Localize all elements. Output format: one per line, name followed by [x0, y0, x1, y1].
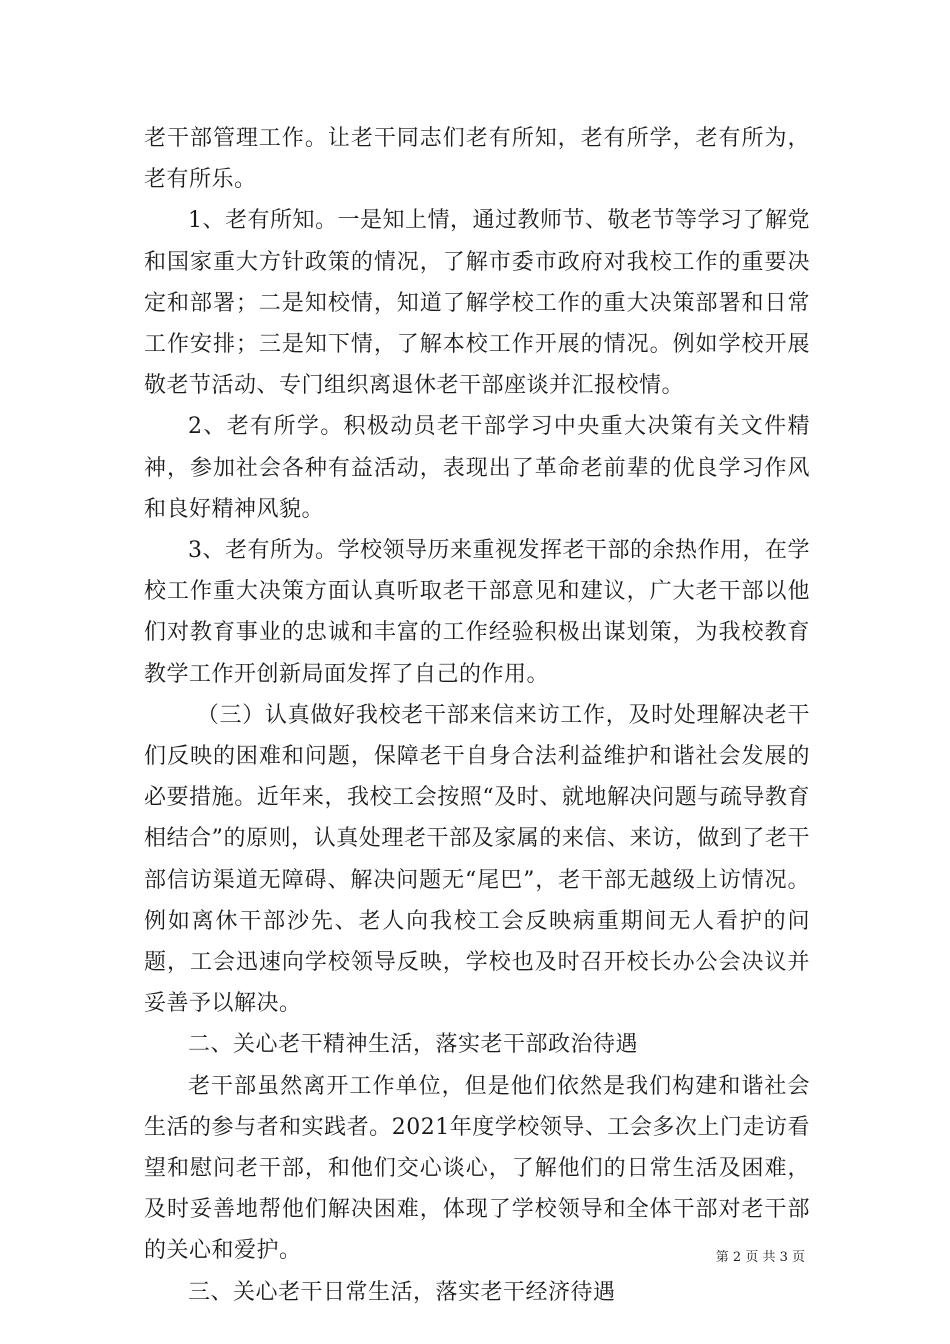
heading-section-three: 三、关心老干日常生活，落实老干经济待遇 — [188, 1279, 616, 1305]
paragraph-section-3: （三）认真做好我校老干部来信来访工作，及时处理解决老干们反映的困难和问题，保障老干自身合法利益维护和谐社会发展的必要措施。近年来，我校工会按照“及时、就地解决问题与疏导教育相结合”的原则，认真处理老干部及家属的来信、来访，做到了老干部信访渠道无障碍、解决问题无“尾巴”，老干部无越级上访情况。例如离休干部沙先、老人向我校工会反映病重期间无人看护的问题，工会迅速向学校领导反映，学校也及时召开校长办公会决议并妥善予以解决。 — [144, 702, 810, 1017]
paragraph-item-1: 1、老有所知。一是知上情，通过教师节、敬老节等学习了解党和国家重大方针政策的情况，了解市委市政府对我校工作的重要决定和部署；二是知校情，知道了解学校工作的重大决策部署和日常工作安排；三是知下情，了解本校工作开展的情况。例如学校开展敬老节活动、专门组织离退休老干部座谈并汇报校情。 — [144, 208, 810, 399]
paragraph-section-two-body: 老干部虽然离开工作单位，但是他们依然是我们构建和谐社会生活的参与者和实践者。2021年度学校领导、工会多次上门走访看望和慰问老干部，和他们交心谈心，了解他们的日常生活及困难，及时妥善地帮他们解决困难，体现了学校领导和全体干部对老干部的关心和爱护。 — [144, 1073, 810, 1264]
heading-section-two: 二、关心老干精神生活，落实老干部政治待遇 — [188, 1032, 639, 1058]
page-number: 第 2 页 共 3 页 — [715, 1250, 805, 1265]
paragraph-item-2: 2、老有所学。积极动员老干部学习中央重大决策有关文件精神，参加社会各种有益活动，表现出了革命老前辈的优良学习作风和良好精神风貌。 — [144, 414, 810, 522]
paragraph-continuation: 老干部管理工作。让老干同志们老有所知，老有所学，老有所为，老有所乐。 — [144, 126, 810, 193]
document-body — [144, 118, 810, 1313]
paragraph-item-3: 3、老有所为。学校领导历来重视发挥老干部的余热作用，在学校工作重大决策方面认真听取老干部意见和建议，广大老干部以他们对教育事业的忠诚和丰富的工作经验积极出谋划策，为我校教育教学工作开创新局面发挥了自己的作用。 — [144, 538, 810, 687]
